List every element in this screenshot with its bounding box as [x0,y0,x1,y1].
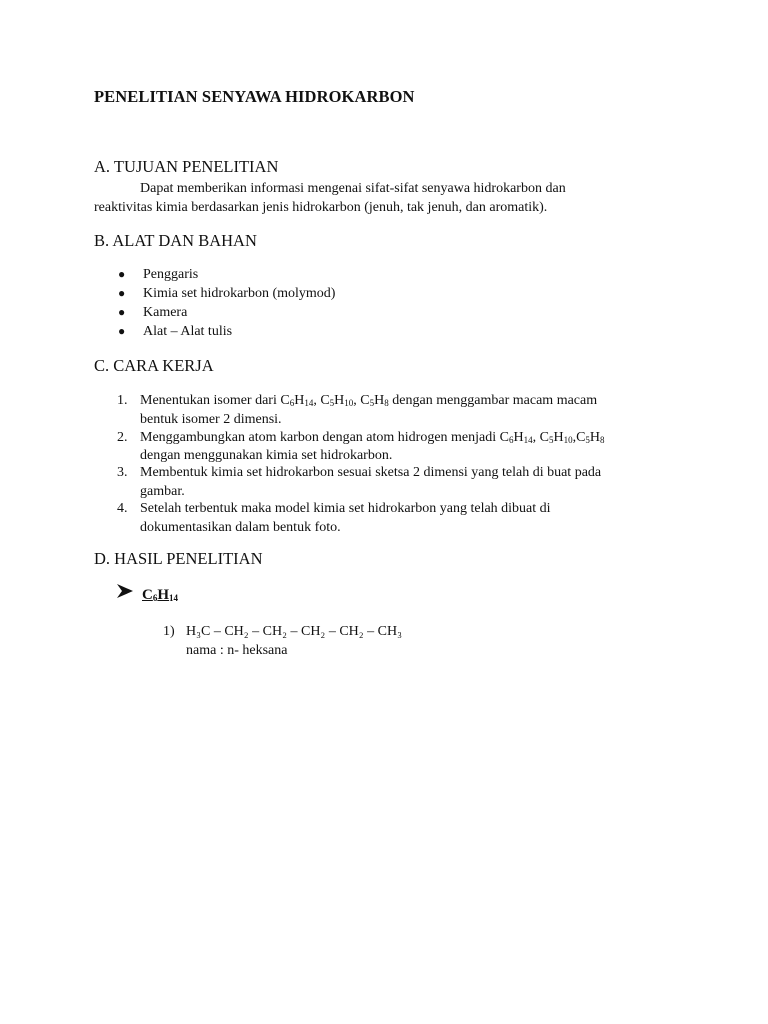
section-a-paragraph-line1: Dapat memberikan informasi mengenai sifat-sifat senyawa hidrokarbon dan [140,181,566,196]
step-number: 4. [117,501,128,516]
list-item: ● Penggaris [118,267,199,282]
section-d-heading: D. HASIL PENELITIAN [94,549,263,568]
bullet-icon: ● [118,305,126,319]
bullet-icon: ● [118,286,126,300]
result-number: 1) [163,624,175,639]
step-4-line1: Setelah terbentuk maka model kimia set hidrokarbon yang telah dibuat di [140,501,551,516]
document-title: PENELITIAN SENYAWA HIDROKARBON [94,87,415,106]
step-number: 1. [117,393,128,408]
step-1-line1: Menentukan isomer dari $C_6H_{14}$, $C_5H_{10}$, $C_5H_8$ dengan menggambar macam macam [140,393,598,408]
step-number: 3. [117,465,128,480]
bullet-icon: ● [118,324,126,338]
arrowhead-bullet-icon [116,583,134,599]
formula-c5h10: $C_5H_{10}$ [539,430,573,445]
step-2-line2: dengan menggunakan kimia set hidrokarbon. [140,448,393,463]
list-item: ● Alat – Alat tulis [118,324,233,339]
formula-c6h14: $C_6H_{14}$ [499,430,533,445]
formula-c5h10: $C_5H_{10}$ [320,393,354,408]
step-number: 2. [117,430,128,445]
formula-c5h8: $C_5H_8$ [360,393,389,408]
list-item: ● Kamera [118,305,188,320]
step-3-line1: Membentuk kimia set hidrokarbon sesuai sketsa 2 dimensi yang telah di buat pada [140,465,602,480]
section-a-paragraph-line2: reaktivitas kimia berdasarkan jenis hidrokarbon (jenuh, tak jenuh, dan aromatik). [94,200,548,215]
step-4-line2: dokumentasikan dalam bentuk foto. [140,520,341,535]
result-formula: H₃C – CH₂ – CH₂ – CH₂ – CH₂ – CH₃ [186,624,402,639]
bullet-icon: ● [118,267,126,281]
section-c-heading: C. CARA KERJA [94,356,214,375]
section-b-heading: B. ALAT DAN BAHAN [94,231,257,250]
step-2-line1: Menggambungkan atom karbon dengan atom hidrogen menjadi $C_6H_{14}$, $C_5H_{10},C_5H_8$ [140,430,605,445]
step-3-line2: gambar. [140,484,185,499]
list-item: ● Kimia set hidrokarbon (molymod) [118,286,336,301]
formula-c6h14: $C_6H_{14}$ [280,393,314,408]
formula-c5h8: $C_5H_8$ [576,430,605,445]
section-a-heading: A. TUJUAN PENELITIAN [94,157,279,176]
subheading-c6h14: $C_6H_{14}$ [116,583,178,604]
result-name: nama : n- heksana [186,643,288,658]
step-1-line2: bentuk isomer 2 dimensi. [140,412,282,427]
